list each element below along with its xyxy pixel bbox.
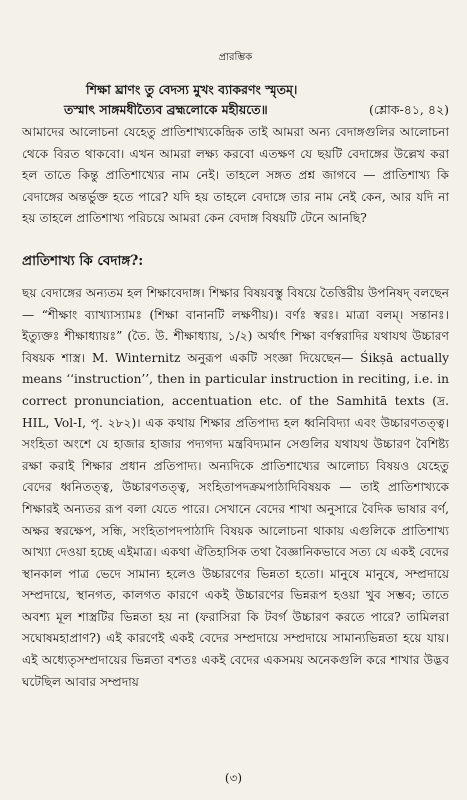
verse-reference: (শ্লোক-৪১, ৪২) [369, 102, 449, 117]
verse-line-1: শিক্ষা ঘ্রাণং তু বেদস্য মুখং ব্যাকরণং স্মৃতম্। [86, 82, 298, 97]
running-head: প্রারম্ভিক [218, 52, 253, 63]
section-heading: প্রাতিশাখ্য কি বেদাঙ্গ?: [22, 252, 144, 269]
verse-line-2 [22, 100, 449, 120]
intro-paragraph: আমাদের আলোচনা যেহেতু প্রাতিশাখ্যকেন্দ্রিক তাই আমরা অন্য বেদাঙ্গগুলির আলোচনা থেকে বিরত থাকবো। এখন আমরা লক্ষ্য করবো এতক্ষণ যে ছয়টি বেদাঙ্গের উল্লেখ করা হল তাতে কিন্তু প্রাতিশাখ্যের নাম নেই। তাহলে সঙ্গত প্রশ্ন জাগবে — প্রাতিশাখ্য কি বেদাঙ্গের অন্তর্ভুক্ত হতে পারে? যদি হয় তাহলে বেদাঙ্গে তার নাম নেই কেন, আর যদি না হয় তাহলে প্রাতিশাখ্য পরিচয়ে আমরা কেন বেদাঙ্গ বিষয়টি টেনে আনছি? [22, 125, 449, 226]
page-number: (৩) [224, 771, 243, 785]
sanskrit-verse [22, 80, 449, 120]
body-paragraph: ছয় বেদাঙ্গের অন্যতম হল শিক্ষাবেদাঙ্গ। শিক্ষার বিষয়বস্তু বিষয়ে তৈত্তিরীয় উপনিষদ্ বলছেন— “শীক্ষাং ব্যাখ্যাস্যামঃ (শিক্ষা বানানটি লক্ষণীয়)। বর্ণঃ স্বরঃ। মাত্রা বলম্। সন্তানঃ। ইত্যুক্তঃ শীক্ষাধ্যায়ঃ” (তৈ. উ. শীক্ষাধ্যায়, ১/২) অর্থাৎ শিক্ষা বর্ণস্বরাদির যথাযথ উচ্চারণ বিষয়ক শাস্ত্র। M. Winternitz অনুরূপ একটি সংজ্ঞা দিয়েছেন— Śikṣā actually means ‘‘instruction’’, then in particular instruction in reciting, i.e. in correct pronunciation, accentuation etc. of the Samhitā texts (দ্র. HIL, Vol-I, পৃ. ২৮২)। এক কথায় শিক্ষার প্রতিপাদ্য হল ধ্বনিবিদ্যা এবং উচ্চারণতত্ত্ব। সংহিতা অংশে যে হাজার হাজার পদ্যগদ্য মন্ত্রবিদ্যমান সেগুলির যথাযথ উচ্চারণ বৈশিষ্ট্য রক্ষা করাই শিক্ষার প্রধান প্রতিপাদ্য। অন্যদিকে প্রাতিশাখ্যের আলোচ্য বিষয়ও যেহেতু বেদের ধ্বনিতত্ত্ব, উচ্চারণতত্ত্ব, সংহিতাপদক্রমপাঠাদিবিষয়ক — তাই প্রাতিশাখ্যকে শিক্ষারই অন্যতর রূপ বলা যেতে পারে। সেখানে বেদের শাখা অনুসারে বৈদিক ভাষার বর্ণ, অক্ষর স্বরক্ষেপ, সন্ধি, সংহিতাপদপাঠাদি বিষয়ক আলোচনা থাকায় এগুলিকে প্রাতিশাখ্য আখ্যা দেওয়া হচ্ছে এইমাত্র। একথা ঐতিহাসিক তথা বৈজ্ঞানিকভাবে সত্য যে একই বেদের স্থানকাল পাত্র ভেদে সামান্য হলেও উচ্চারণের ভিন্নতা হতো। মানুষে মানুষে, সম্প্রদায়ে সম্প্রদায়ে, স্থানগত, কালগত কারণে একই উচ্চারণের ভিন্নরূপ হওয়া খুব সম্ভব; তাতে অবশ্য মূল শাস্ত্রটির ভিন্নতা হয় না (ফরাসিরা কি টবর্গ উচ্চারণ করতে পারে? তামিলরা সঘোষমহাপ্রাণ?) এই কারণেই একই বেদের সম্প্রদায়ে সম্প্রদায়ে সামান্যভিন্নতা হয়ে যায়। এই অধ্যেতৃসম্প্রদায়ের ভিন্নতা বশতঃ একই বেদের একসময় অনেকগুলি করে শাখার উদ্ভব ঘটেছিল আবার সম্প্রদায় [22, 285, 449, 689]
verse-line-2-text: তস্মাৎ সাঙ্গমধীত্যৈব ব্রহ্মলোকে মহীয়তে॥ [64, 102, 268, 117]
